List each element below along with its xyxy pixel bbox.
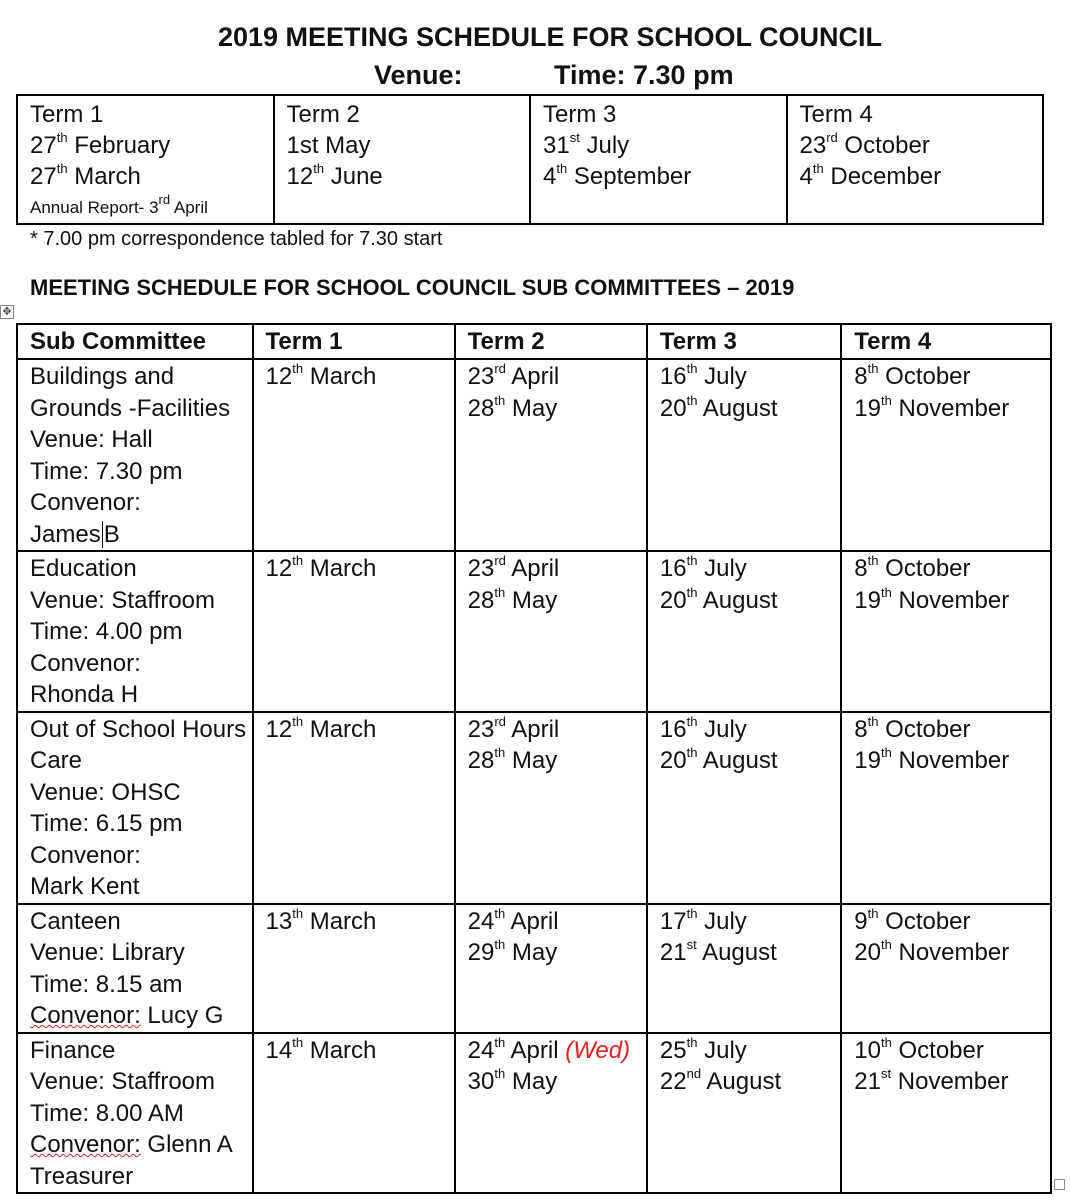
committee-line: Time: 4.00 pm (30, 618, 183, 645)
committee-line: Time: 6.15 pm (30, 810, 183, 837)
committee-line: Education (30, 555, 137, 582)
ordinal-suffix: th (56, 161, 68, 176)
committee-cell (17, 1033, 253, 1194)
ordinal-suffix: th (867, 905, 879, 921)
day-number: 27 (30, 132, 57, 159)
date-line (660, 1066, 840, 1098)
convenor-name: James (30, 520, 101, 548)
month-name: August (701, 1068, 782, 1095)
date-line (468, 1035, 646, 1067)
date-line (854, 361, 1050, 393)
ordinal-suffix: th (867, 553, 879, 568)
column-header: Term 2 (455, 324, 647, 359)
term-cell (841, 904, 1051, 1033)
date-line (468, 937, 646, 969)
ordinal-suffix: rd (494, 361, 506, 376)
day-number: 16 (659, 363, 687, 390)
committee-cell (17, 712, 253, 904)
column-header: Term 4 (841, 324, 1051, 359)
term-heading: Term 2 (286, 101, 360, 128)
date-line (287, 161, 530, 192)
month-name: August (696, 939, 777, 966)
month-name: March (303, 1036, 377, 1064)
ordinal-suffix: st (880, 1066, 892, 1081)
ordinal-suffix: th (494, 1034, 506, 1050)
month-name: May (505, 1068, 558, 1095)
ordinal-suffix: th (56, 130, 68, 145)
date-line (266, 906, 454, 938)
committee-line: Venue: Hall (30, 426, 153, 453)
date-line (800, 161, 1043, 192)
committee-line: Convenor: (30, 841, 141, 869)
term-cell (841, 1033, 1051, 1194)
ordinal-suffix: th (292, 713, 304, 729)
day-number: 20 (659, 747, 687, 774)
day-number: 21 (854, 1068, 881, 1095)
ordinal-suffix: th (494, 1066, 506, 1081)
term-cell (841, 359, 1051, 551)
date-line (468, 906, 646, 938)
ordinal-suffix: th (867, 361, 879, 376)
date-line (854, 937, 1050, 969)
convenor-name: Lucy G (140, 1002, 224, 1029)
convenor-label: Convenor: (30, 1131, 141, 1158)
ordinal-suffix: th (686, 745, 698, 760)
ordinal-suffix: th (880, 1034, 892, 1050)
term-cell (647, 359, 841, 551)
term-cell (253, 1033, 455, 1194)
committee-line: Mark Kent (30, 873, 140, 900)
council-term-cell (274, 95, 531, 224)
date-line (468, 745, 646, 777)
day-number: 17 (659, 907, 687, 935)
date-line (468, 393, 646, 425)
month-name: August (697, 394, 778, 422)
term-cell (647, 1033, 841, 1194)
month-name: May (505, 394, 558, 422)
month-name: May (505, 747, 558, 774)
ordinal-suffix: th (686, 1034, 698, 1050)
day-number: 12 (286, 163, 314, 190)
day-number: 23 (799, 132, 827, 159)
date-line (468, 714, 646, 746)
subcommittee-heading: MEETING SCHEDULE FOR SCHOOL COUNCIL SUB COMMITTEES – 2019 (30, 275, 795, 300)
date-line (660, 553, 840, 585)
ordinal-suffix: rd (158, 192, 171, 207)
day-number: 25 (659, 1036, 687, 1064)
committee-line: Venue: Library (30, 939, 185, 966)
month-name: December (823, 163, 942, 190)
ordinal-suffix: th (494, 905, 506, 921)
month-name: February (67, 132, 171, 159)
correspondence-note: * 7.00 pm correspondence tabled for 7.30 start (30, 228, 443, 250)
month-name: September (567, 163, 692, 190)
date-line (660, 937, 840, 969)
committee-line: Time: 7.30 pm (30, 457, 183, 485)
ordinal-suffix: th (686, 361, 698, 376)
term-cell (841, 551, 1051, 712)
month-name: July (697, 907, 747, 935)
month-name: April (505, 1036, 559, 1064)
date-line (660, 393, 840, 425)
council-term-row (17, 95, 1043, 224)
day-number: 14 (265, 1036, 293, 1064)
term-cell (647, 904, 841, 1033)
convenor-initial: B (103, 520, 120, 548)
day-number: 19 (854, 394, 881, 422)
month-name: October (878, 715, 971, 743)
date-line (266, 1035, 454, 1067)
term-cell (647, 551, 841, 712)
ordinal-suffix: th (292, 361, 304, 376)
day-number: 9 (854, 907, 868, 935)
day-number: 19 (854, 586, 881, 614)
table-row (17, 904, 1051, 1033)
committee-line: Care (30, 747, 83, 774)
date-line (266, 553, 454, 585)
month-name: May (505, 586, 558, 614)
column-header: Term 3 (647, 324, 841, 359)
committee-line (30, 1000, 252, 1032)
subcommittee-table (16, 323, 1052, 1194)
month-name: November (891, 1068, 1009, 1095)
day-number: 31 (543, 132, 570, 159)
committee-line: Finance (30, 1036, 116, 1064)
council-term-cell (530, 95, 787, 224)
day-number: 20 (659, 586, 687, 614)
committee-cell (17, 904, 253, 1033)
date-line (660, 361, 840, 393)
table-header-row (17, 324, 1051, 359)
committee-line: Time: 8.00 AM (30, 1099, 184, 1127)
day-number: 29 (467, 939, 495, 966)
ordinal-suffix: st (569, 130, 580, 145)
day-number: 28 (467, 394, 495, 422)
day-number: 12 (265, 555, 293, 582)
committee-cell (17, 359, 253, 551)
table-move-handle-icon[interactable]: ✥ (0, 305, 14, 319)
ordinal-suffix: rd (494, 553, 506, 568)
committee-line: Canteen (30, 907, 121, 935)
day-number: 12 (265, 363, 293, 390)
day-number: 4 (543, 163, 557, 190)
ordinal-suffix: th (812, 161, 824, 176)
day-number: 16 (659, 715, 687, 743)
day-number: 20 (854, 939, 881, 966)
term-cell (455, 904, 647, 1033)
month-name: October (837, 132, 930, 159)
day-number: 1st (286, 132, 319, 159)
term-heading: Term 4 (799, 101, 873, 128)
month-name: October (878, 907, 971, 935)
day-number: 28 (467, 586, 495, 614)
date-line (543, 130, 786, 161)
date-line (287, 130, 530, 161)
committee-line: Convenor: (30, 489, 141, 516)
table-row (17, 551, 1051, 712)
ordinal-suffix: th (686, 584, 698, 600)
ordinal-suffix: rd (494, 713, 506, 729)
ordinal-suffix: th (313, 161, 325, 176)
ordinal-suffix: th (686, 713, 698, 729)
committee-line (30, 1129, 252, 1161)
day-number: 19 (854, 747, 881, 774)
committee-cell (17, 551, 253, 712)
table-row (17, 712, 1051, 904)
day-number: 30 (467, 1068, 495, 1095)
date-line (266, 714, 454, 746)
ordinal-suffix: th (686, 553, 698, 568)
date-line (266, 361, 454, 393)
day-number: 23 (467, 363, 495, 390)
date-line (660, 906, 840, 938)
council-term-table (16, 94, 1044, 225)
committee-line: Time: 8.15 am (30, 970, 183, 998)
date-line (854, 585, 1050, 617)
term-cell (253, 904, 455, 1033)
month-name: March (303, 363, 377, 390)
text-cursor (102, 521, 103, 548)
month-name: March (67, 163, 141, 190)
ordinal-suffix: th (880, 584, 892, 600)
month-name: March (303, 907, 377, 935)
date-line (854, 393, 1050, 425)
ordinal-suffix: th (867, 713, 879, 729)
table-resize-handle-icon[interactable] (1054, 1179, 1065, 1190)
ordinal-suffix: nd (686, 1066, 702, 1081)
ordinal-suffix: th (686, 392, 698, 408)
day-number: 24 (467, 907, 495, 935)
month-name: July (697, 555, 747, 582)
page-title: 2019 MEETING SCHEDULE FOR SCHOOL COUNCIL (217, 22, 883, 52)
term-cell (841, 712, 1051, 904)
day-number: 12 (265, 715, 293, 743)
term-heading: Term 1 (30, 101, 104, 128)
month-name: April (170, 198, 208, 217)
term-cell (455, 712, 647, 904)
committee-line: Convenor: (30, 649, 141, 677)
date-line (468, 361, 646, 393)
date-line (468, 585, 646, 617)
month-name: May (505, 939, 558, 966)
month-name: November (891, 747, 1010, 774)
date-line (660, 1035, 840, 1067)
term-cell (455, 1033, 647, 1194)
ordinal-suffix: th (494, 937, 506, 952)
date-line (468, 553, 646, 585)
column-header: Term 1 (253, 324, 455, 359)
month-name: March (303, 555, 377, 582)
date-line (660, 714, 840, 746)
day-number: 16 (659, 555, 687, 582)
day-number: 22 (659, 1068, 687, 1095)
month-name: August (697, 747, 778, 774)
month-name: July (697, 363, 747, 390)
committee-line: Venue: Staffroom (30, 586, 216, 614)
month-name: August (697, 586, 778, 614)
date-line (854, 745, 1050, 777)
table-row (17, 1033, 1051, 1194)
month-name: April (505, 555, 560, 582)
month-name: November (891, 586, 1010, 614)
day-number: 20 (659, 394, 687, 422)
ordinal-suffix: th (292, 905, 304, 921)
annual-report-text: Annual Report- 3 (30, 198, 159, 217)
ordinal-suffix: th (686, 905, 698, 921)
committee-line: Venue: OHSC (30, 778, 181, 806)
ordinal-suffix: th (292, 1034, 304, 1050)
month-name: October (878, 363, 971, 390)
date-line (30, 130, 273, 161)
month-name: November (891, 939, 1010, 966)
month-name: April (505, 363, 560, 390)
committee-line: Buildings and (30, 363, 175, 390)
date-line (468, 1066, 646, 1098)
ordinal-suffix: th (494, 584, 506, 600)
committee-line: Out of School Hours (30, 715, 247, 743)
term-cell (253, 551, 455, 712)
day-number: 21 (659, 939, 687, 966)
day-number: 8 (854, 363, 868, 390)
month-name: July (579, 132, 630, 159)
weekday-note: (Wed) (558, 1036, 631, 1064)
day-number: 23 (467, 715, 495, 743)
convenor-name: Glenn A (140, 1131, 233, 1158)
ordinal-suffix: rd (826, 130, 838, 145)
ordinal-suffix: th (880, 392, 892, 408)
committee-line (30, 519, 252, 551)
council-term-cell (17, 95, 274, 224)
term-cell (253, 359, 455, 551)
ordinal-suffix: th (880, 937, 892, 952)
month-name: October (878, 555, 971, 582)
day-number: 8 (854, 715, 868, 743)
committee-line: Grounds -Facilities (30, 394, 231, 422)
month-name: October (891, 1036, 984, 1064)
date-line (854, 714, 1050, 746)
term-cell (455, 551, 647, 712)
council-term-cell (787, 95, 1044, 224)
convenor-label: Convenor: (30, 1002, 141, 1029)
day-number: 23 (467, 555, 495, 582)
day-number: 13 (265, 907, 293, 935)
date-line (660, 585, 840, 617)
ordinal-suffix: th (880, 745, 892, 760)
venue-label: Venue: (374, 60, 463, 90)
date-line (543, 161, 786, 192)
date-line (660, 745, 840, 777)
month-name: July (697, 715, 747, 743)
day-number: 4 (799, 163, 813, 190)
day-number: 24 (467, 1036, 495, 1064)
month-name: November (891, 394, 1010, 422)
date-line (854, 1035, 1050, 1067)
date-line (800, 130, 1043, 161)
month-name: April (505, 907, 559, 935)
month-name: June (324, 163, 383, 190)
term-cell (455, 359, 647, 551)
month-name: May (318, 132, 371, 159)
subcommittee-table-body (17, 324, 1051, 1193)
table-row (17, 359, 1051, 551)
column-header: Sub Committee (17, 324, 253, 359)
time-label: Time: 7.30 pm (554, 60, 734, 90)
annual-report-line (30, 192, 273, 223)
ordinal-suffix: th (494, 392, 506, 408)
date-line (30, 161, 273, 192)
term-cell (647, 712, 841, 904)
day-number: 27 (30, 163, 57, 190)
ordinal-suffix: th (494, 745, 506, 760)
ordinal-suffix: st (686, 937, 697, 952)
ordinal-suffix: th (292, 553, 304, 568)
date-line (854, 553, 1050, 585)
day-number: 28 (467, 747, 495, 774)
committee-line: Rhonda H (30, 681, 139, 708)
date-line (854, 906, 1050, 938)
committee-line: Treasurer (30, 1162, 134, 1190)
term-cell (253, 712, 455, 904)
date-line (854, 1066, 1050, 1098)
day-number: 8 (854, 555, 868, 582)
month-name: April (505, 715, 560, 743)
ordinal-suffix: th (556, 161, 568, 176)
committee-line: Venue: Staffroom (30, 1068, 216, 1095)
month-name: March (303, 715, 377, 743)
month-name: July (697, 1036, 747, 1064)
term-heading: Term 3 (543, 101, 617, 128)
day-number: 10 (854, 1036, 881, 1064)
